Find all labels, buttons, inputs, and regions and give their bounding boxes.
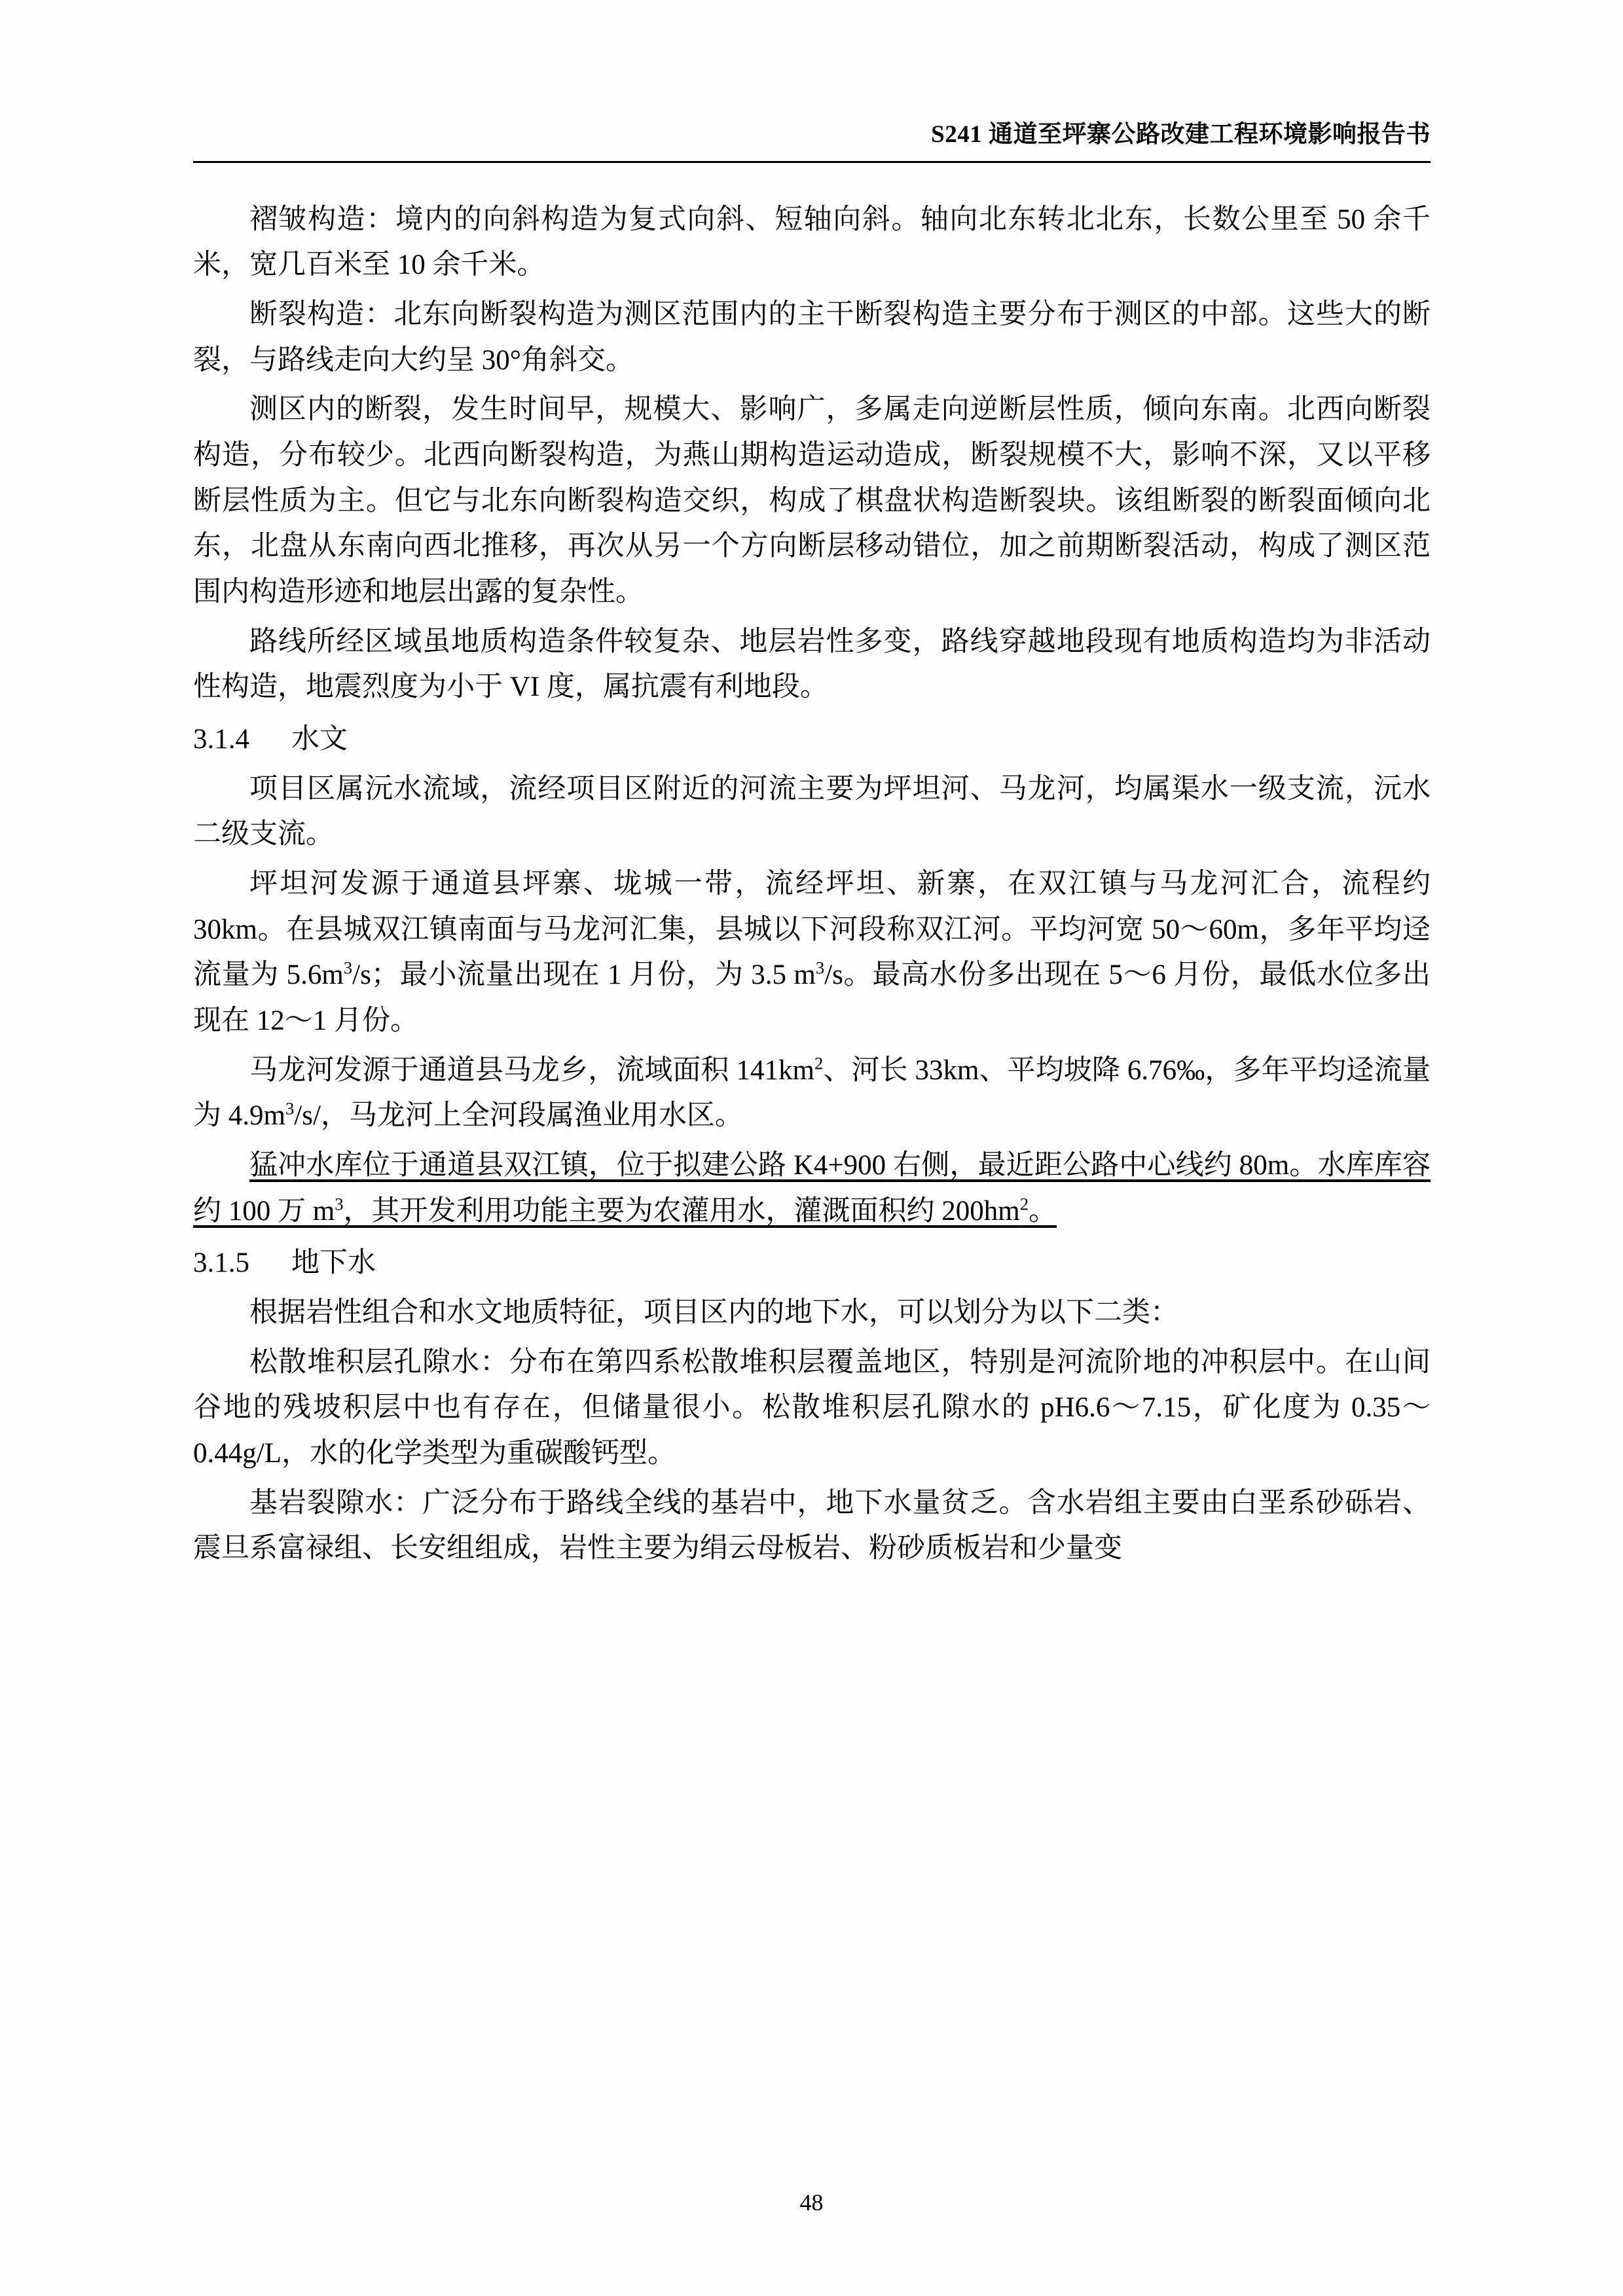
section-title-hydrology: 水文 bbox=[291, 724, 348, 755]
paragraph-fault-detail: 测区内的断裂，发生时间早，规模大、影响广，多属走向逆断层性质，倾向东南。北西向断裂构造，分布较少。北西向断裂构造，为燕山期构造运动造成，断裂规模不大，影响不深，又以平移断层性质为主。但它与北东向断裂构造交织，构成了棋盘状构造断裂块。该组断裂的断裂面倾向北东，北盘从东南向西北推移，再次从另一个方向断层移动错位，加之前期断裂活动，构成了测区范围内构造形迹和地层出露的复杂性。 bbox=[193, 394, 1431, 608]
header-divider bbox=[193, 161, 1431, 163]
pingtan-text-3: /s。最高水份多出现在 5～6 月份，最低水位多出现在 12～1 月份。 bbox=[193, 960, 1431, 1036]
section-heading-hydrology bbox=[193, 717, 1431, 762]
section-number-hydrology: 3.1.4 bbox=[193, 724, 249, 755]
page-header bbox=[193, 118, 1431, 161]
header-title: S241 通道至坪寨公路改建工程环境影响报告书 bbox=[931, 121, 1431, 148]
pingtan-text-1: 坪坦河发源于通道县坪寨、垅城一带，流经坪坦、新寨，在双江镇与马龙河汇合，流程约 30km。在县城双江镇南面与马龙河汇集，县城以下河段称双江河。平均河宽 50～60m，多年平均迳流量为 5.6m bbox=[193, 868, 1431, 991]
pingtan-sup-1: 3 bbox=[343, 958, 353, 978]
page-content bbox=[193, 118, 1431, 1575]
paragraph-groundwater-intro: 根据岩性组合和水文地质特征，项目区内的地下水，可以划分为以下二类： bbox=[249, 1297, 1178, 1328]
paragraph-fissure-water: 基岩裂隙水：广泛分布于路线全线的基岩中，地下水量贫乏。含水岩组主要由白垩系砂砾岩、震旦系富禄组、长安组组成，岩性主要为绢云母板岩、粉砂质板岩和少量变 bbox=[193, 1487, 1431, 1564]
malong-text-3: /s/，马龙河上全河段属渔业用水区。 bbox=[294, 1100, 743, 1132]
mengchong-text-3: 。 bbox=[1029, 1195, 1057, 1227]
mengchong-sup-1: 3 bbox=[335, 1194, 344, 1214]
pingtan-text-2: /s；最小流量出现在 1 月份，为 3.5 m bbox=[352, 960, 816, 991]
pingtan-sup-2: 3 bbox=[815, 958, 825, 978]
paragraph-mengchong-reservoir bbox=[193, 1143, 1431, 1234]
paragraph-route-geology: 路线所经区域虽地质构造条件较复杂、地层岩性多变，路线穿越地段现有地质构造均为非活动性构造，地震烈度为小于 VI 度，属抗震有利地段。 bbox=[193, 626, 1431, 703]
malong-text-1: 马龙河发源于通道县马龙乡，流域面积 141km bbox=[249, 1054, 814, 1086]
section-number-groundwater: 3.1.5 bbox=[193, 1247, 249, 1279]
mengchong-text-2: ，其开发利用功能主要为农灌用水，灌溉面积约 200hm bbox=[343, 1195, 1020, 1227]
paragraph-hydrology-intro: 项目区属沅水流域，流经项目区附近的河流主要为坪坦河、马龙河，均属渠水一级支流，沅水二级支流。 bbox=[193, 773, 1431, 850]
page-number: 48 bbox=[799, 2189, 824, 2215]
section-heading-groundwater bbox=[193, 1240, 1431, 1286]
malong-sup-1: 2 bbox=[814, 1053, 824, 1073]
section-title-groundwater: 地下水 bbox=[291, 1247, 376, 1279]
paragraph-pore-water: 松散堆积层孔隙水：分布在第四系松散堆积层覆盖地区，特别是河流阶地的冲积层中。在山间谷地的残坡积层中也有存在，但储量很小。松散堆积层孔隙水的 pH6.6～7.15，矿化度为 0.35～0.44g/L，水的化学类型为重碳酸钙型。 bbox=[193, 1346, 1431, 1469]
paragraph-fault-structure: 断裂构造：北东向断裂构造为测区范围内的主干断裂构造主要分布于测区的中部。这些大的断裂，与路线走向大约呈 30°角斜交。 bbox=[193, 299, 1431, 376]
malong-sup-2: 3 bbox=[285, 1098, 295, 1119]
paragraph-malong-river bbox=[193, 1048, 1431, 1139]
malong-text-2: 、河长 33km、平均坡降 6.76‰，多年平均迳流量为 4.9m bbox=[193, 1054, 1431, 1132]
paragraph-pingtan-river bbox=[193, 861, 1431, 1044]
mengchong-text-1: 猛冲水库位于通道县双江镇，位于拟建公路 K4+900 右侧，最近距公路中心线约 80m。水库库容约 100 万 m bbox=[193, 1149, 1431, 1227]
mengchong-sup-2: 2 bbox=[1019, 1194, 1029, 1214]
paragraph-fold-structure: 褶皱构造：境内的向斜构造为复式向斜、短轴向斜。轴向北东转北北东，长数公里至 50 余千米，宽几百米至 10 余千米。 bbox=[193, 204, 1431, 281]
